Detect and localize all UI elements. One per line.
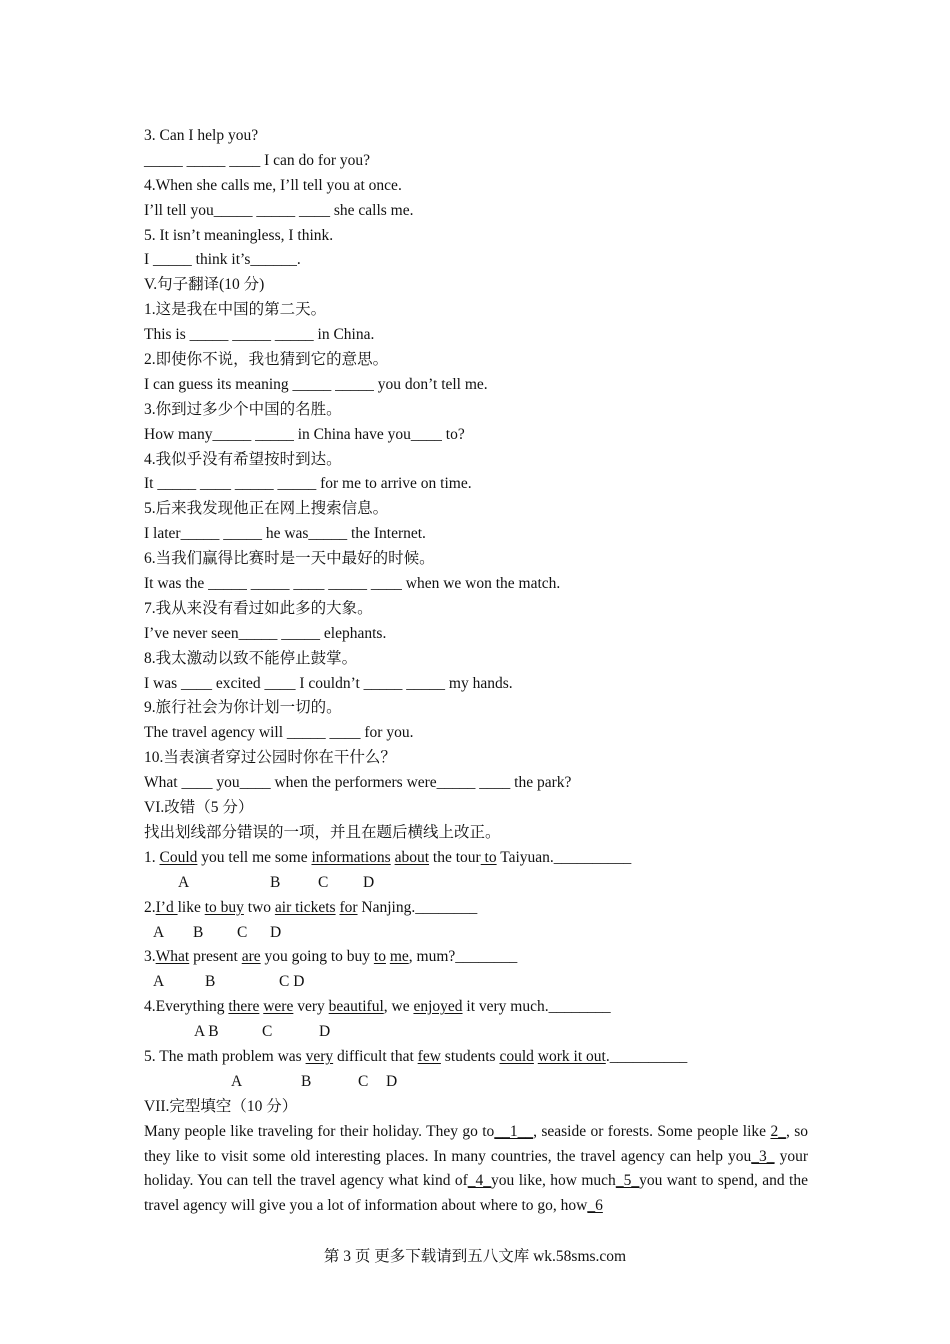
rewrite-question-3: 3. Can I help you? — [144, 127, 259, 144]
underlined-option-d: for — [339, 898, 358, 916]
translation-english-10: What ____ you____ when the performers were_____ ____ the park? — [144, 774, 572, 792]
error-correction-question-1 — [144, 846, 808, 871]
question-text: , we — [383, 998, 414, 1016]
question-prefix: 5. The math problem was — [144, 1047, 306, 1065]
cloze-blank-1: __1__ — [494, 1122, 534, 1140]
translation-chinese-10: 10.当表演者穿过公园时你在干什么？ — [144, 749, 396, 767]
question-text: two — [243, 898, 275, 916]
underlined-option-a: there — [228, 998, 260, 1016]
question-text: you tell me some — [197, 848, 312, 866]
section-5-title: V.句子翻译(10 分) — [144, 276, 265, 294]
underlined-option-a: very — [305, 1047, 334, 1065]
option-labels-3 — [144, 970, 808, 995]
underlined-option-b: to buy — [204, 898, 244, 916]
translation-english-4: It _____ ____ _____ _____ for me to arrive on time. — [144, 475, 472, 493]
translation-english-7: I’ve never seen_____ _____ elephants. — [144, 624, 387, 642]
question-text: like — [177, 898, 205, 916]
underlined-option-c: could — [499, 1047, 534, 1065]
question-text: Taiyuan.__________ — [496, 848, 632, 866]
underlined-option-b: few — [417, 1047, 441, 1065]
rewrite-answer-5: I _____ think it’s______. — [144, 251, 301, 269]
question-text: difficult that — [333, 1047, 418, 1065]
underlined-option-d: to — [480, 848, 497, 866]
cloze-blank-6: _6 — [587, 1197, 603, 1215]
section-7-title: VII.完型填空（10 分） — [144, 1097, 298, 1115]
label-c: C — [318, 873, 329, 891]
page-footer: 第 3 页 更多下载请到五八文库 wk.58sms.com — [323, 1248, 627, 1265]
section-6-title: VI.改错（5 分） — [144, 799, 254, 817]
translation-english-6: It was the _____ _____ ____ _____ ____ when we won the match. — [144, 575, 561, 593]
translation-chinese-8: 8.我太激动以致不能停止鼓掌。 — [144, 649, 358, 667]
label-d: D — [386, 1072, 398, 1090]
label-c-d: C D — [279, 973, 305, 991]
cloze-blank-3: _3_ — [751, 1147, 775, 1165]
question-prefix: 1. — [144, 848, 160, 866]
error-correction-question-2 — [144, 896, 808, 921]
underlined-option-b: are — [241, 948, 261, 966]
question-text: present — [189, 948, 242, 966]
cloze-blank-2: 2_ — [770, 1122, 786, 1140]
error-correction-question-3 — [144, 945, 808, 970]
option-labels-4 — [144, 1020, 808, 1045]
passage-text: , so they like to visit some old interesting places. In many countries, the travel agency can help you — [144, 1122, 808, 1165]
rewrite-answer-3: _____ _____ ____ I can do for you? — [144, 151, 370, 169]
translation-chinese-3: 3.你到过多少个中国的名胜。 — [144, 400, 342, 418]
question-text: .__________ — [605, 1047, 688, 1065]
underlined-option-c: about — [394, 848, 430, 866]
passage-text: you like, how much — [491, 1172, 616, 1190]
translation-chinese-1: 1.这是我在中国的第二天。 — [144, 301, 327, 319]
option-labels-2 — [144, 921, 808, 946]
translation-chinese-5: 5.后来我发现他正在网上搜索信息。 — [144, 500, 389, 518]
passage-text: your holiday. You can tell the travel agency what kind of — [144, 1147, 808, 1190]
cloze-blank-5: _5_ — [615, 1172, 640, 1190]
label-d: D — [319, 1023, 331, 1041]
rewrite-question-5: 5. It isn’t meaningless, I think. — [144, 226, 334, 244]
option-labels-1 — [144, 871, 808, 896]
label-b: B — [193, 923, 204, 941]
passage-text: , seaside or forests. Some people like — [533, 1122, 771, 1140]
underlined-option-c: beautiful — [328, 998, 384, 1016]
label-a: A — [153, 973, 165, 991]
passage-text: you want to spend, and the travel agency will give you a lot of information about where to go, how — [144, 1172, 808, 1215]
question-text: , mum?________ — [408, 948, 518, 966]
label-c: C — [237, 923, 248, 941]
label-a: A — [178, 873, 190, 891]
question-prefix: 2. — [144, 898, 156, 916]
question-text: it very much.________ — [462, 998, 611, 1016]
translation-chinese-9: 9.旅行社会为你计划一切的。 — [144, 699, 342, 717]
underlined-option-b: were — [263, 998, 294, 1016]
label-a: A — [231, 1072, 243, 1090]
underlined-option-c: air tickets — [274, 898, 336, 916]
question-text: the tour — [429, 848, 481, 866]
question-text: Nanjing.________ — [357, 898, 478, 916]
error-correction-question-5 — [144, 1045, 808, 1070]
underlined-option-d: me — [389, 948, 409, 966]
label-c: C — [262, 1023, 273, 1041]
label-d: D — [270, 923, 282, 941]
underlined-option-d: enjoyed — [413, 998, 463, 1016]
translation-chinese-7: 7.我从来没有看过如此多的大象。 — [144, 599, 373, 617]
translation-english-1: This is _____ _____ _____ in China. — [144, 326, 375, 344]
passage-text: Many people like traveling for their holiday. They go to — [144, 1122, 495, 1140]
underlined-option-b: informations — [311, 848, 391, 866]
underlined-option-a: I’d — [155, 898, 178, 916]
label-d: D — [363, 873, 375, 891]
translation-english-9: The travel agency will _____ ____ for you. — [144, 724, 414, 742]
translation-chinese-4: 4.我似乎没有希望按时到达。 — [144, 450, 342, 468]
label-a-b: A B — [194, 1023, 219, 1041]
worksheet-page — [144, 124, 808, 1219]
question-prefix: 3. — [144, 948, 156, 966]
label-b: B — [270, 873, 281, 891]
rewrite-question-4: 4.When she calls me, I’ll tell you at once. — [144, 176, 402, 194]
question-text: students — [440, 1047, 500, 1065]
underlined-option-a: Could — [159, 848, 198, 866]
translation-chinese-2: 2.即使你不说，我也猜到它的意思。 — [144, 351, 389, 369]
question-text: very — [293, 998, 329, 1016]
underlined-option-c: to — [373, 948, 386, 966]
underlined-option-a: What — [155, 948, 190, 966]
section-6-instruction: 找出划线部分错误的一项，并且在题后横线上改正。 — [144, 823, 501, 841]
rewrite-answer-4: I’ll tell you_____ _____ ____ she calls me. — [144, 201, 414, 219]
translation-english-5: I later_____ _____ he was_____ the Internet. — [144, 525, 426, 543]
question-prefix: 4.Everything — [144, 998, 229, 1016]
error-correction-question-4 — [144, 995, 808, 1020]
translation-english-8: I was ____ excited ____ I couldn’t _____ _____ my hands. — [144, 674, 513, 692]
option-labels-5 — [144, 1070, 808, 1095]
label-a: A — [153, 923, 165, 941]
underlined-option-d: work it out — [537, 1047, 606, 1065]
cloze-passage — [144, 1120, 808, 1220]
translation-english-2: I can guess its meaning _____ _____ you don’t tell me. — [144, 375, 488, 393]
label-b: B — [205, 973, 216, 991]
label-c: C — [358, 1072, 369, 1090]
question-text: you going to buy — [260, 948, 374, 966]
cloze-blank-4: _4_ — [467, 1172, 492, 1190]
translation-chinese-6: 6.当我们赢得比赛时是一天中最好的时候。 — [144, 550, 435, 568]
translation-english-3: How many_____ _____ in China have you____ to? — [144, 425, 465, 443]
label-b: B — [301, 1072, 312, 1090]
